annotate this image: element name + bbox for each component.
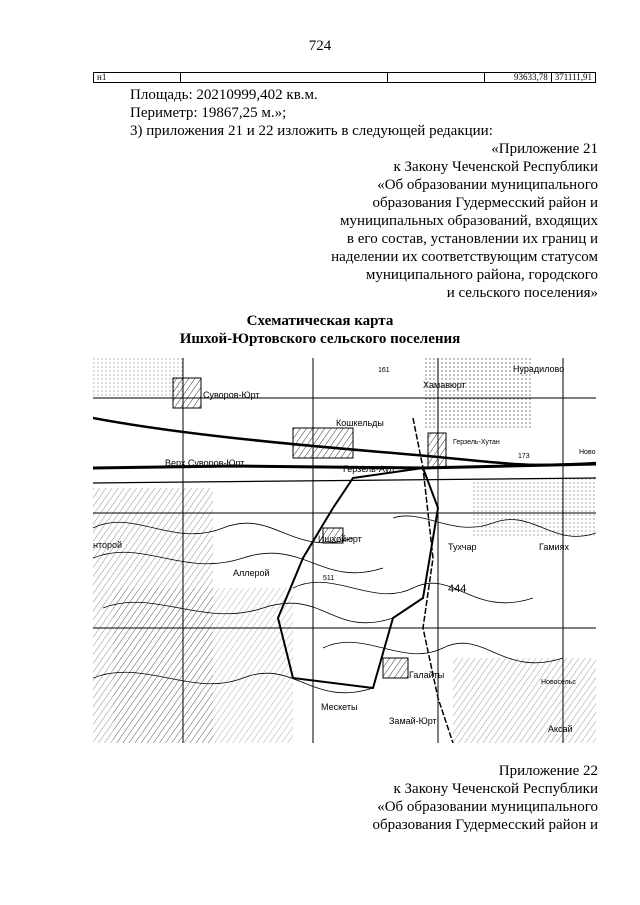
map-subtitle: Ишхой-Юртовского сельского поселения (179, 331, 461, 347)
appendix-22-line: «Об образовании муниципального (377, 799, 598, 815)
label-novoselskoe: Новосельс (541, 679, 576, 686)
label-elevation-173: 173 (518, 453, 530, 460)
label-suvorov-yurt: Суворов-Юрт (203, 390, 260, 400)
perimeter-line: Периметр: 19867,25 м.»; (130, 105, 287, 121)
point-cell: н1 (94, 73, 181, 83)
item-3-line: 3) приложения 21 и 22 изложить в следующей редакции: (130, 123, 493, 139)
label-aksay: Аксай (548, 724, 573, 734)
label-ishhoyyurt: Ишхойюрт (318, 534, 362, 544)
map-title: Схематическая карта (246, 313, 394, 329)
appendix-21-line: муниципального района, городского (365, 267, 598, 283)
coordinates-table (93, 72, 596, 83)
appendix-21-line: в его состав, установлении их границ и (346, 231, 598, 247)
label-nuradilovo: Нурадилово (513, 364, 565, 374)
label-koshkeldy: Кошкельды (336, 418, 384, 428)
map-graphic (93, 358, 596, 743)
label-gorzel-aul: Герзель-Аул (343, 464, 395, 474)
label-gamiyah: Гамиях (539, 542, 569, 552)
label-meskety: Мескеты (321, 702, 358, 712)
label-verkh-suvorov-yurt: Верх Суворов-Юрт (165, 458, 245, 468)
label-galayty: Галайты (409, 670, 445, 680)
empty-cell (387, 73, 484, 83)
area-line: Площадь: 20210999,402 кв.м. (130, 87, 318, 103)
appendix-21-line: наделении их соответствующим статусом (331, 249, 598, 265)
empty-cell (180, 73, 387, 83)
table-row (94, 73, 596, 83)
appendix-22-line: образования Гудермесский район и (372, 817, 598, 833)
page-number: 724 (308, 38, 332, 54)
label-allerov: Аллерой (233, 568, 270, 578)
appendix-21-line: «Приложение 21 (491, 141, 598, 157)
label-tuchchar: Тухчар (448, 542, 477, 552)
appendix-21-line: и сельского поселения» (446, 285, 598, 301)
x-cell: 93633,78 (484, 73, 551, 83)
label-elevation-161: 161 (378, 367, 390, 374)
appendix-21-line: образования Гудермесский район и (372, 195, 598, 211)
appendix-22-line: Приложение 22 (498, 763, 598, 779)
appendix-22-line: к Закону Чеченской Республики (393, 781, 598, 797)
label-nov: Ново (579, 449, 596, 456)
appendix-21-line: «Об образовании муниципального (377, 177, 598, 193)
label-elevation-511: 511 (323, 575, 335, 582)
label-gorzel-hutan: Герзель-Хутан (453, 439, 500, 446)
topographic-map (93, 358, 596, 743)
label-ntoroy: нторой (93, 540, 123, 550)
appendix-21-line: муниципальных образований, входящих (339, 213, 598, 229)
label-zamay-yurt: Замай-Юрт (389, 716, 437, 726)
label-elevation-444: 444 (448, 583, 467, 595)
y-cell: 371111,91 (551, 73, 595, 83)
appendix-21-line: к Закону Чеченской Республики (393, 159, 598, 175)
label-hamavyurt: Хамавюрт (423, 380, 466, 390)
